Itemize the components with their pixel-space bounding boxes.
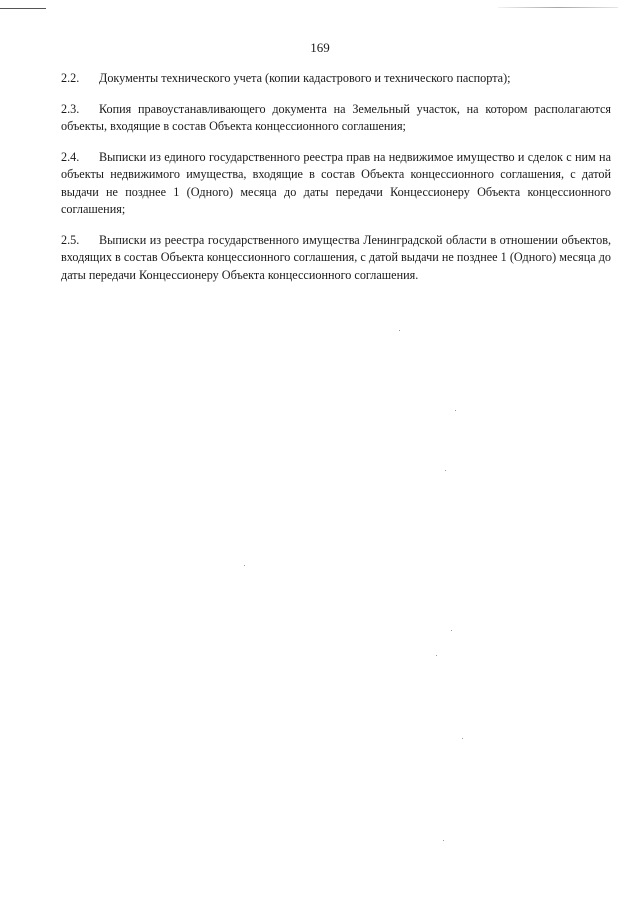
item-number: 2.4. [61, 149, 80, 164]
list-item [61, 149, 611, 219]
item-number: 2.2. [61, 71, 80, 85]
scan-speck [399, 330, 400, 331]
item-number: 2.5. [61, 232, 80, 247]
item-text: Выписки из реестра государственного имущества Ленинградской области в отношении объектов, входящих в состав Объекта концессионного соглашения, с датой выдачи не позднее 1 (Одного) месяца до даты передачи Концессионеру Объекта концессионного соглашения. [61, 232, 611, 282]
list-item [61, 101, 611, 136]
scan-speck [436, 655, 437, 656]
document-body [61, 70, 611, 297]
item-number: 2.3. [61, 101, 80, 116]
scan-speck [455, 410, 456, 411]
scan-speck [244, 565, 245, 566]
scan-speck [443, 840, 444, 841]
page-number: 169 [310, 40, 330, 55]
scan-speck [451, 630, 452, 631]
item-text: Документы технического учета (копии кадастрового и технического паспорта); [99, 71, 511, 85]
scan-artifact-line [498, 7, 618, 8]
scan-speck [445, 470, 446, 471]
item-text: Выписки из единого государственного реестра прав на недвижимое имущество и сделок с ним на объекты недвижимого имущества, входящие в состав Объекта концессионного соглашения, с датой выдачи не позднее 1 (Одного) месяца до даты передачи Концессионеру Объекта концессионного соглашения; [61, 149, 611, 216]
scan-artifact-line [0, 8, 46, 9]
item-text: Копия правоустанавливающего документа на Земельный участок, на котором располагаются объекты, входящие в состав Объекта концессионного соглашения; [61, 101, 611, 133]
list-item [61, 232, 611, 285]
list-item [61, 70, 611, 88]
scan-speck [462, 738, 463, 739]
